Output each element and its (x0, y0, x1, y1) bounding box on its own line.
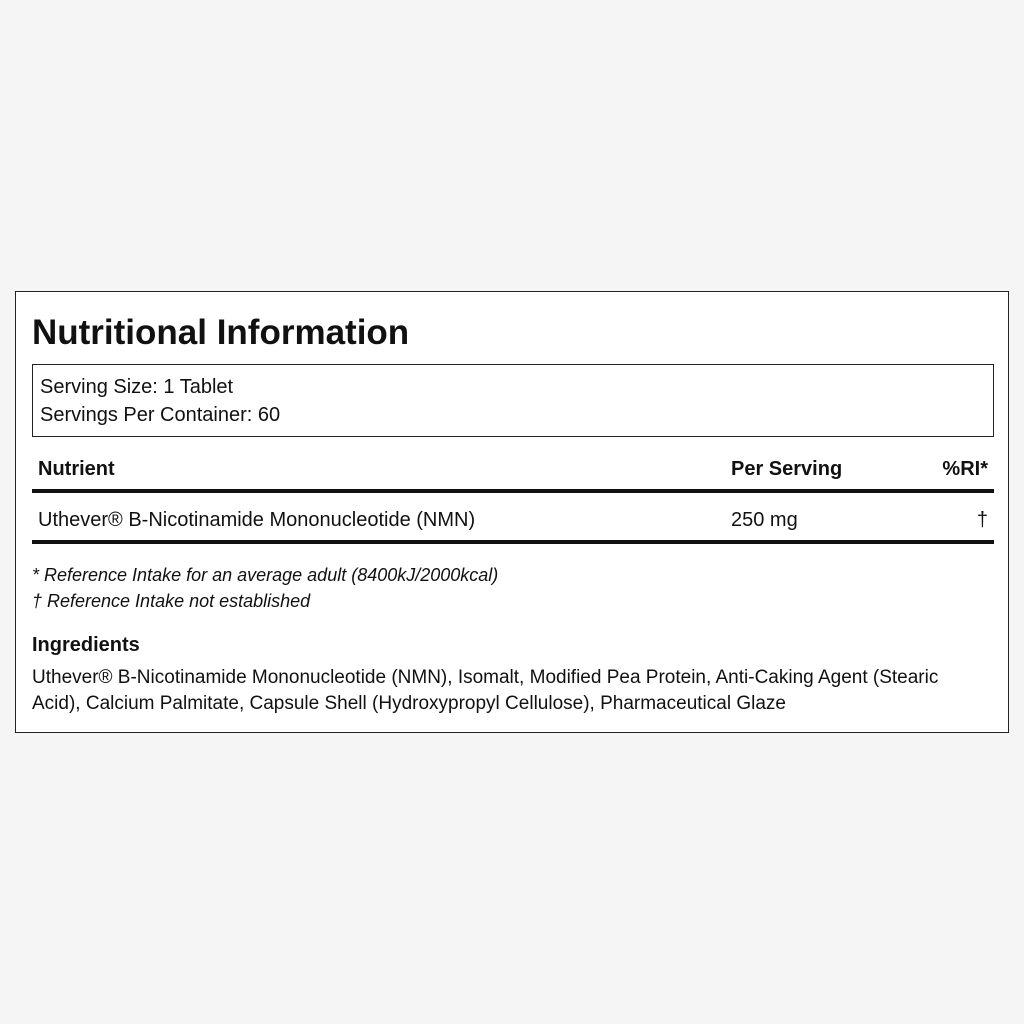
nutrient-per-serving: 250 mg (731, 509, 798, 531)
table-bottom-divider (32, 540, 994, 544)
nutrition-label-panel (15, 291, 1009, 733)
table-header-divider (32, 489, 994, 493)
footnote-reference-intake: * Reference Intake for an average adult (8400kJ/2000kcal) (32, 565, 499, 585)
table-row (32, 507, 994, 533)
ingredients-heading: Ingredients (32, 634, 140, 656)
nutrient-name: Uthever® B-Nicotinamide Mononucleotide (NMN) (38, 509, 476, 531)
serving-size-text: Serving Size: 1 Tablet (40, 376, 234, 398)
header-ri: %RI* (942, 458, 988, 480)
header-nutrient: Nutrient (38, 458, 115, 480)
footnote-not-established: † Reference Intake not established (32, 591, 311, 611)
servings-per-container-text: Servings Per Container: 60 (40, 404, 281, 426)
ingredients-text: Uthever® B-Nicotinamide Mononucleotide (NMN), Isomalt, Modified Pea Protein, Anti-Caking Agent (Stearic Acid), Calcium Palmitate, Capsule Shell (Hydroxypropyl Cellulose), Pharmaceutical Glaze (32, 667, 939, 714)
serving-info-box (32, 364, 994, 437)
nutrient-table-header (32, 456, 994, 482)
panel-title: Nutritional Information (32, 313, 410, 352)
nutrient-ri: † (976, 509, 988, 531)
header-per-serving: Per Serving (731, 458, 843, 480)
footnotes (32, 562, 994, 614)
